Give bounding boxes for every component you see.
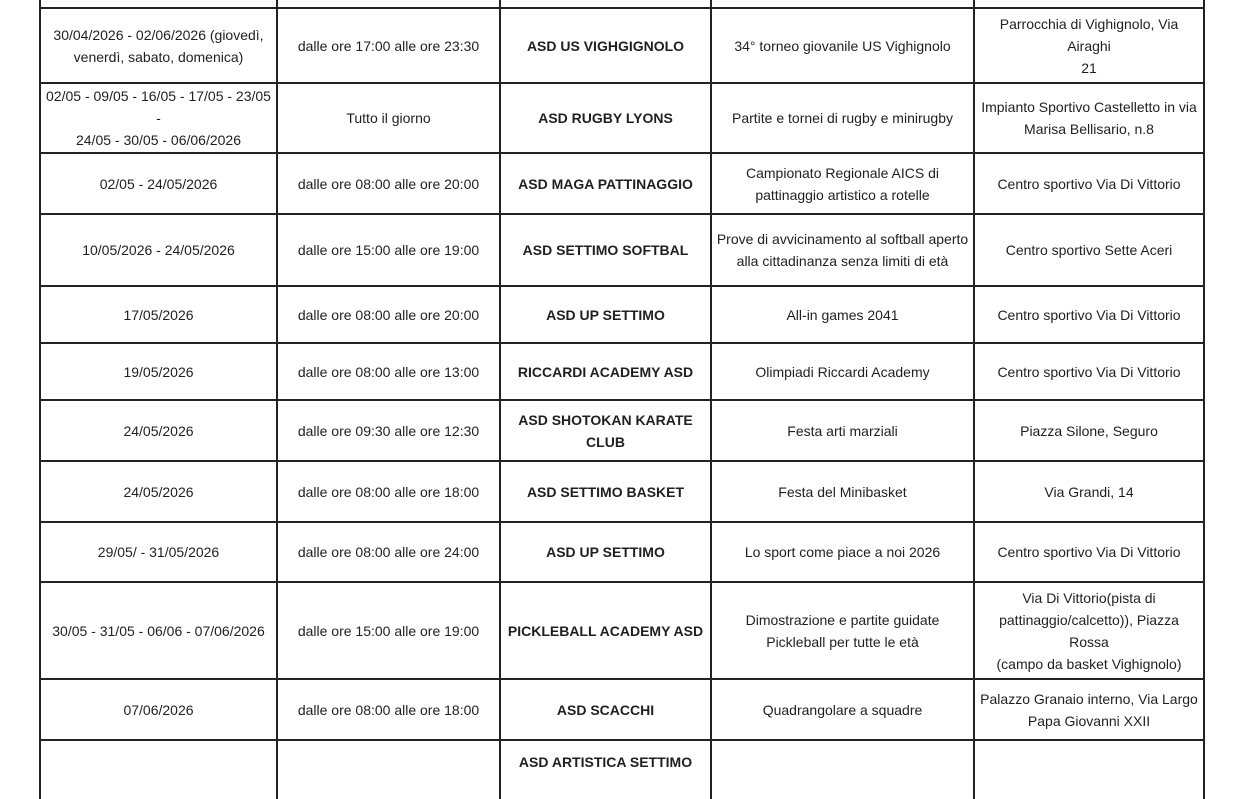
location-cell: Centro sportivo Via Di Vittorio (973, 287, 1205, 342)
location-cell: Impianto Sportivo Castelletto in via Marisa Bellisario, n.8 (973, 84, 1205, 152)
time-cell: dalle ore 17:00 alle ore 23:30 (276, 9, 499, 82)
table-row (39, 521, 1205, 581)
date-cell: 19/05/2026 (39, 344, 276, 399)
organization-cell: ASD SHOTOKAN KARATE CLUB (499, 401, 710, 460)
date-cell: 02/05 - 09/05 - 16/05 - 17/05 - 23/05 - 24/05 - 30/05 - 06/06/2026 (39, 84, 276, 152)
location-cell (973, 0, 1205, 7)
date-cell: 24/05/2026 (39, 401, 276, 460)
date-cell: 07/06/2026 (39, 680, 276, 739)
event-cell: Quadrangolare a squadre (710, 680, 973, 739)
table-row (39, 82, 1205, 152)
table-row (39, 152, 1205, 213)
table-row (39, 581, 1205, 678)
organization-cell: ASD US VIGHGIGNOLO (499, 9, 710, 82)
event-cell (710, 741, 973, 799)
table-row (39, 399, 1205, 460)
event-cell: Olimpiadi Riccardi Academy (710, 344, 973, 399)
time-cell: dalle ore 08:00 alle ore 13:00 (276, 344, 499, 399)
time-cell: dalle ore 09:30 alle ore 12:30 (276, 401, 499, 460)
location-cell (973, 741, 1205, 799)
organization-cell: ASD UP SETTIMO (499, 287, 710, 342)
location-cell: Centro sportivo Via Di Vittorio (973, 154, 1205, 213)
table-row (39, 285, 1205, 342)
date-cell: 10/05/2026 - 24/05/2026 (39, 215, 276, 285)
date-cell: 02/05 - 24/05/2026 (39, 154, 276, 213)
location-cell: Piazza Silone, Seguro (973, 401, 1205, 460)
time-cell: dalle ore 15:00 alle ore 19:00 (276, 583, 499, 678)
location-cell: Centro sportivo Via Di Vittorio (973, 523, 1205, 581)
event-cell: Lo sport come piace a noi 2026 (710, 523, 973, 581)
time-cell (276, 741, 499, 799)
organization-cell: ASD ARTISTICA SETTIMO (499, 741, 710, 799)
date-cell: 29/05/ - 31/05/2026 (39, 523, 276, 581)
organization-cell: ASD SETTIMO BASKET (499, 462, 710, 521)
time-cell: dalle ore 08:00 alle ore 18:00 (276, 680, 499, 739)
location-cell: Parrocchia di Vighignolo, Via Airaghi 21 (973, 9, 1205, 82)
time-cell: dalle ore 08:00 alle ore 24:00 (276, 523, 499, 581)
date-cell (39, 0, 276, 7)
time-cell: dalle ore 08:00 alle ore 20:00 (276, 287, 499, 342)
location-cell: Palazzo Granaio interno, Via Largo Papa Giovanni XXII (973, 680, 1205, 739)
table-row (39, 342, 1205, 399)
organization-cell: PICKLEBALL ACADEMY ASD (499, 583, 710, 678)
organization-cell: RICCARDI ACADEMY ASD (499, 344, 710, 399)
table-row (39, 7, 1205, 82)
date-cell: 17/05/2026 (39, 287, 276, 342)
event-cell: Partite e tornei di rugby e minirugby (710, 84, 973, 152)
date-cell (39, 741, 276, 799)
table-row (39, 213, 1205, 285)
location-cell: Via Di Vittorio(pista di pattinaggio/calcetto)), Piazza Rossa (campo da basket Vighignolo) (973, 583, 1205, 678)
table-row (39, 739, 1205, 799)
organization-cell: ASD RUGBY LYONS (499, 84, 710, 152)
time-cell: dalle ore 08:00 alle ore 20:00 (276, 154, 499, 213)
date-cell: 30/04/2026 - 02/06/2026 (giovedì, venerdì, sabato, domenica) (39, 9, 276, 82)
location-cell: Centro sportivo Via Di Vittorio (973, 344, 1205, 399)
organization-cell: ASD SETTIMO SOFTBAL (499, 215, 710, 285)
organization-cell: ASD MAGA PATTINAGGIO (499, 154, 710, 213)
location-cell: Centro sportivo Sette Aceri (973, 215, 1205, 285)
time-cell (276, 0, 499, 7)
organization-cell: ASD UP SETTIMO (499, 523, 710, 581)
organization-cell (499, 0, 710, 7)
time-cell: Tutto il giorno (276, 84, 499, 152)
table-row (39, 0, 1205, 7)
date-cell: 24/05/2026 (39, 462, 276, 521)
organization-cell: ASD SCACCHI (499, 680, 710, 739)
event-cell: Prove di avvicinamento al softball aperto alla cittadinanza senza limiti di età (710, 215, 973, 285)
table-row (39, 678, 1205, 739)
event-cell: Campionato Regionale AICS di pattinaggio artistico a rotelle (710, 154, 973, 213)
time-cell: dalle ore 08:00 alle ore 18:00 (276, 462, 499, 521)
location-cell: Via Grandi, 14 (973, 462, 1205, 521)
table-row (39, 460, 1205, 521)
date-cell: 30/05 - 31/05 - 06/06 - 07/06/2026 (39, 583, 276, 678)
event-cell: Festa del Minibasket (710, 462, 973, 521)
event-cell: Festa arti marziali (710, 401, 973, 460)
event-cell: 34° torneo giovanile US Vighignolo (710, 9, 973, 82)
event-cell: Dimostrazione e partite guidate Pickleball per tutte le età (710, 583, 973, 678)
event-cell (710, 0, 973, 7)
time-cell: dalle ore 15:00 alle ore 19:00 (276, 215, 499, 285)
events-table (39, 0, 1205, 799)
event-cell: All-in games 2041 (710, 287, 973, 342)
